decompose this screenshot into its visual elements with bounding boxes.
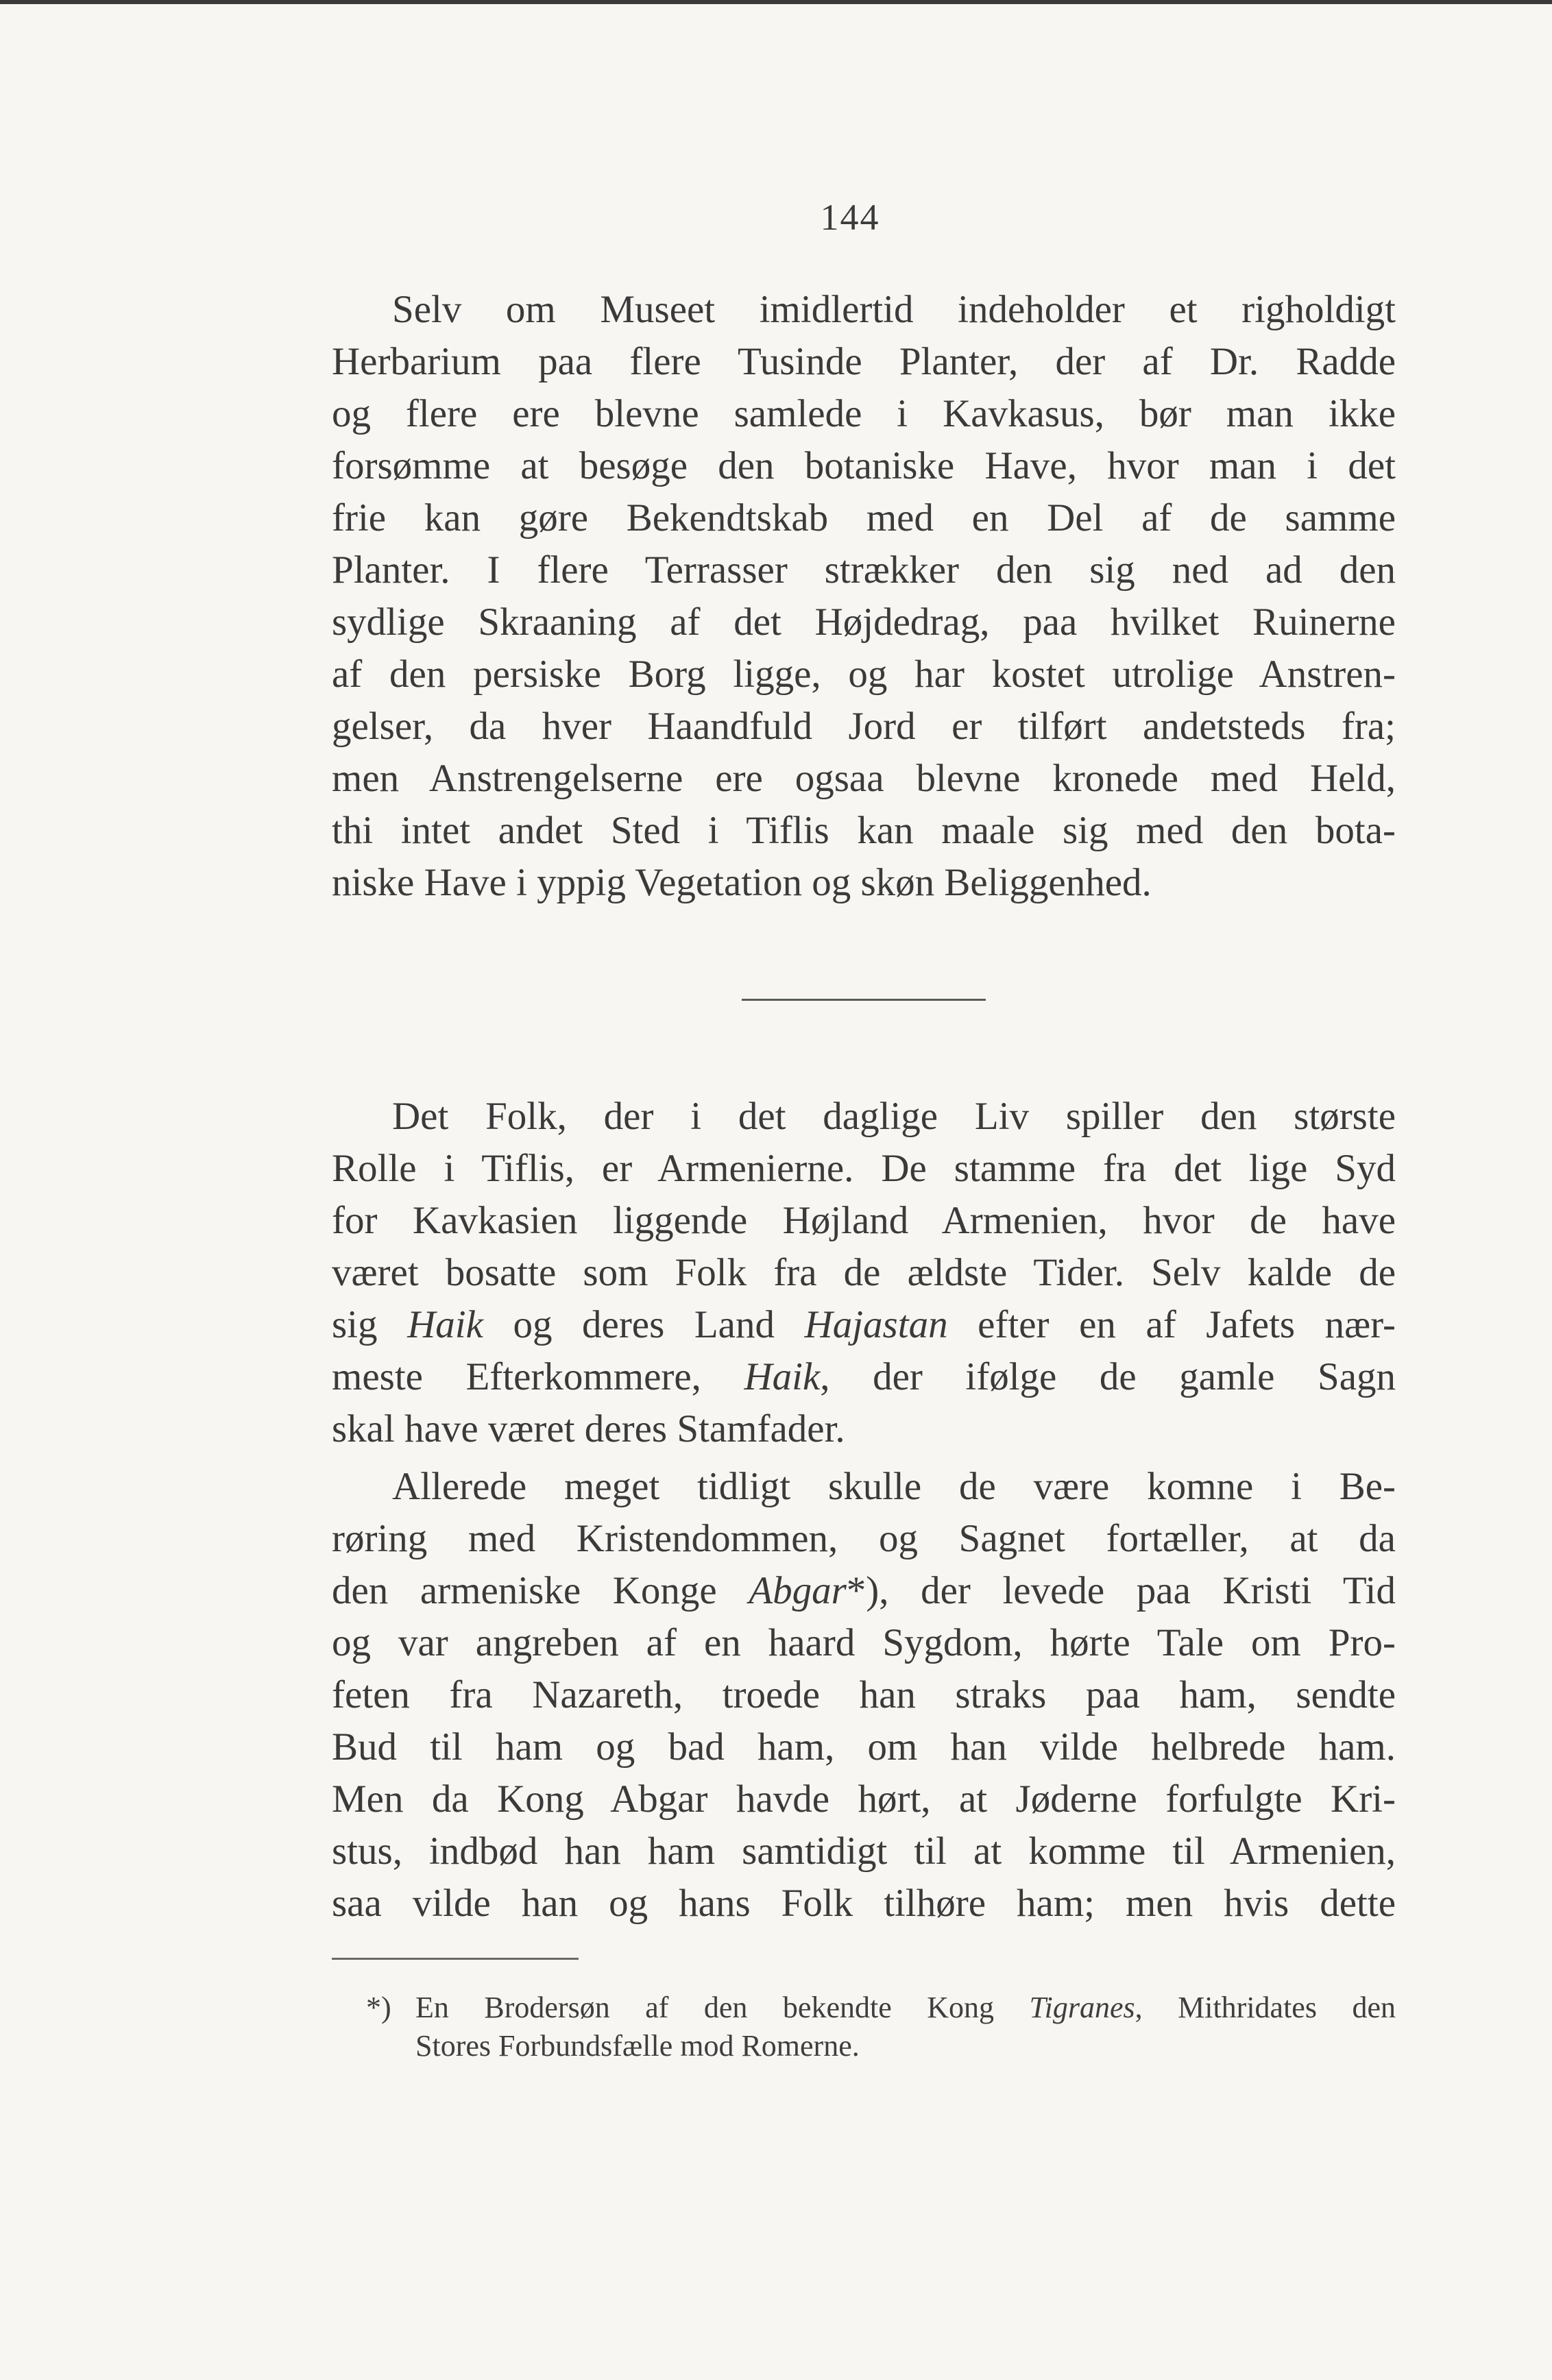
italic-name: Hajastan — [804, 1303, 948, 1346]
text-run: og deres Land — [513, 1303, 775, 1346]
text-line — [332, 1351, 1396, 1403]
text-run: den armeniske Konge — [332, 1569, 717, 1612]
text-line: Bud til ham og bad ham, om han vilde helbrede ham. — [332, 1725, 1396, 1769]
text-run: *), der levede paa Kristi Tid — [846, 1569, 1396, 1612]
footnote-line — [366, 1989, 1396, 2027]
text-line: Planter. I flere Terrasser strækker den sig ned ad den — [332, 548, 1396, 592]
footnote-line: Stores Forbundsfælle mod Romerne. — [415, 2029, 860, 2063]
italic-name: Tigranes — [1029, 1991, 1135, 2024]
text-line: Men da Kong Abgar havde hørt, at Jøderne forfulgte Kri- — [332, 1777, 1396, 1821]
text-line: gelser, da hver Haandfuld Jord er tilført andetsteds fra; — [332, 705, 1396, 748]
text-line: niske Have i yppig Vegetation og skøn Beliggenhed. — [332, 861, 1152, 904]
text-line: sydlige Skraaning af det Højdedrag, paa hvilket Ruinerne — [332, 600, 1396, 644]
text-line: thi intet andet Sted i Tiflis kan maale sig med den bota- — [332, 809, 1396, 852]
text-line: saa vilde han og hans Folk tilhøre ham; men hvis dette — [332, 1882, 1396, 1925]
text-line — [332, 1299, 1396, 1351]
text-line: skal have været deres Stamfader. — [332, 1407, 845, 1450]
section-divider — [742, 999, 986, 1001]
text-line: Allerede meget tidligt skulle de være komne i Be- — [392, 1465, 1396, 1508]
scan-top-edge — [0, 0, 1552, 4]
text-line: feten fra Nazareth, troede han straks paa ham, sendte — [332, 1673, 1396, 1716]
footnote-marker: *) — [366, 1991, 391, 2024]
text-line: været bosatte som Folk fra de ældste Tider. Selv kalde de — [332, 1251, 1396, 1294]
footnote-divider — [332, 1958, 579, 1960]
text-line: Rolle i Tiflis, er Armenierne. De stamme fra det lige Syd — [332, 1147, 1396, 1190]
text-line: for Kavkasien liggende Højland Armenien, hvor de have — [332, 1199, 1396, 1242]
text-line: stus, indbød han ham samtidigt til at komme til Armenien, — [332, 1830, 1396, 1873]
text-line: Det Folk, der i det daglige Liv spiller den største — [392, 1095, 1396, 1138]
text-line: forsømme at besøge den botaniske Have, hvor man i det — [332, 444, 1396, 487]
paragraph-armenians — [332, 1091, 1396, 1455]
text-run: , Mithridates den — [1135, 1991, 1396, 2024]
text-line: røring med Kristendommen, og Sagnet fortæller, at da — [332, 1517, 1396, 1560]
italic-name: Haik — [407, 1303, 483, 1346]
italic-name: Abgar — [749, 1569, 847, 1612]
italic-name: Haik — [744, 1355, 821, 1398]
text-line: men Anstrengelserne ere ogsaa blevne kronede med Held, — [332, 757, 1396, 800]
page-number: 144 — [820, 197, 880, 238]
text-line: frie kan gøre Bekendtskab med en Del af de samme — [332, 496, 1396, 539]
footnote — [366, 1989, 1396, 2065]
text-line: Selv om Museet imidlertid indeholder et righoldigt — [392, 288, 1396, 331]
text-line — [332, 1565, 1396, 1617]
text-line: Herbarium paa flere Tusinde Planter, der af Dr. Radde — [332, 340, 1396, 383]
text-run: , der ifølge de gamle Sagn — [820, 1355, 1396, 1398]
text-run: En Brodersøn af den bekendte Kong — [415, 1991, 995, 2024]
text-run: meste Efterkommere, — [332, 1355, 701, 1398]
paragraph-botanical-garden — [332, 284, 1396, 909]
text-line: og var angreben af en haard Sygdom, hørte Tale om Pro- — [332, 1621, 1396, 1664]
paragraph-king-abgar — [332, 1461, 1396, 1930]
text-line: af den persiske Borg ligge, og har kostet utrolige Anstren- — [332, 653, 1396, 696]
text-run: sig — [332, 1303, 378, 1346]
text-line: og flere ere blevne samlede i Kavkasus, bør man ikke — [332, 392, 1396, 435]
text-run: efter en af Jafets nær- — [978, 1303, 1396, 1346]
